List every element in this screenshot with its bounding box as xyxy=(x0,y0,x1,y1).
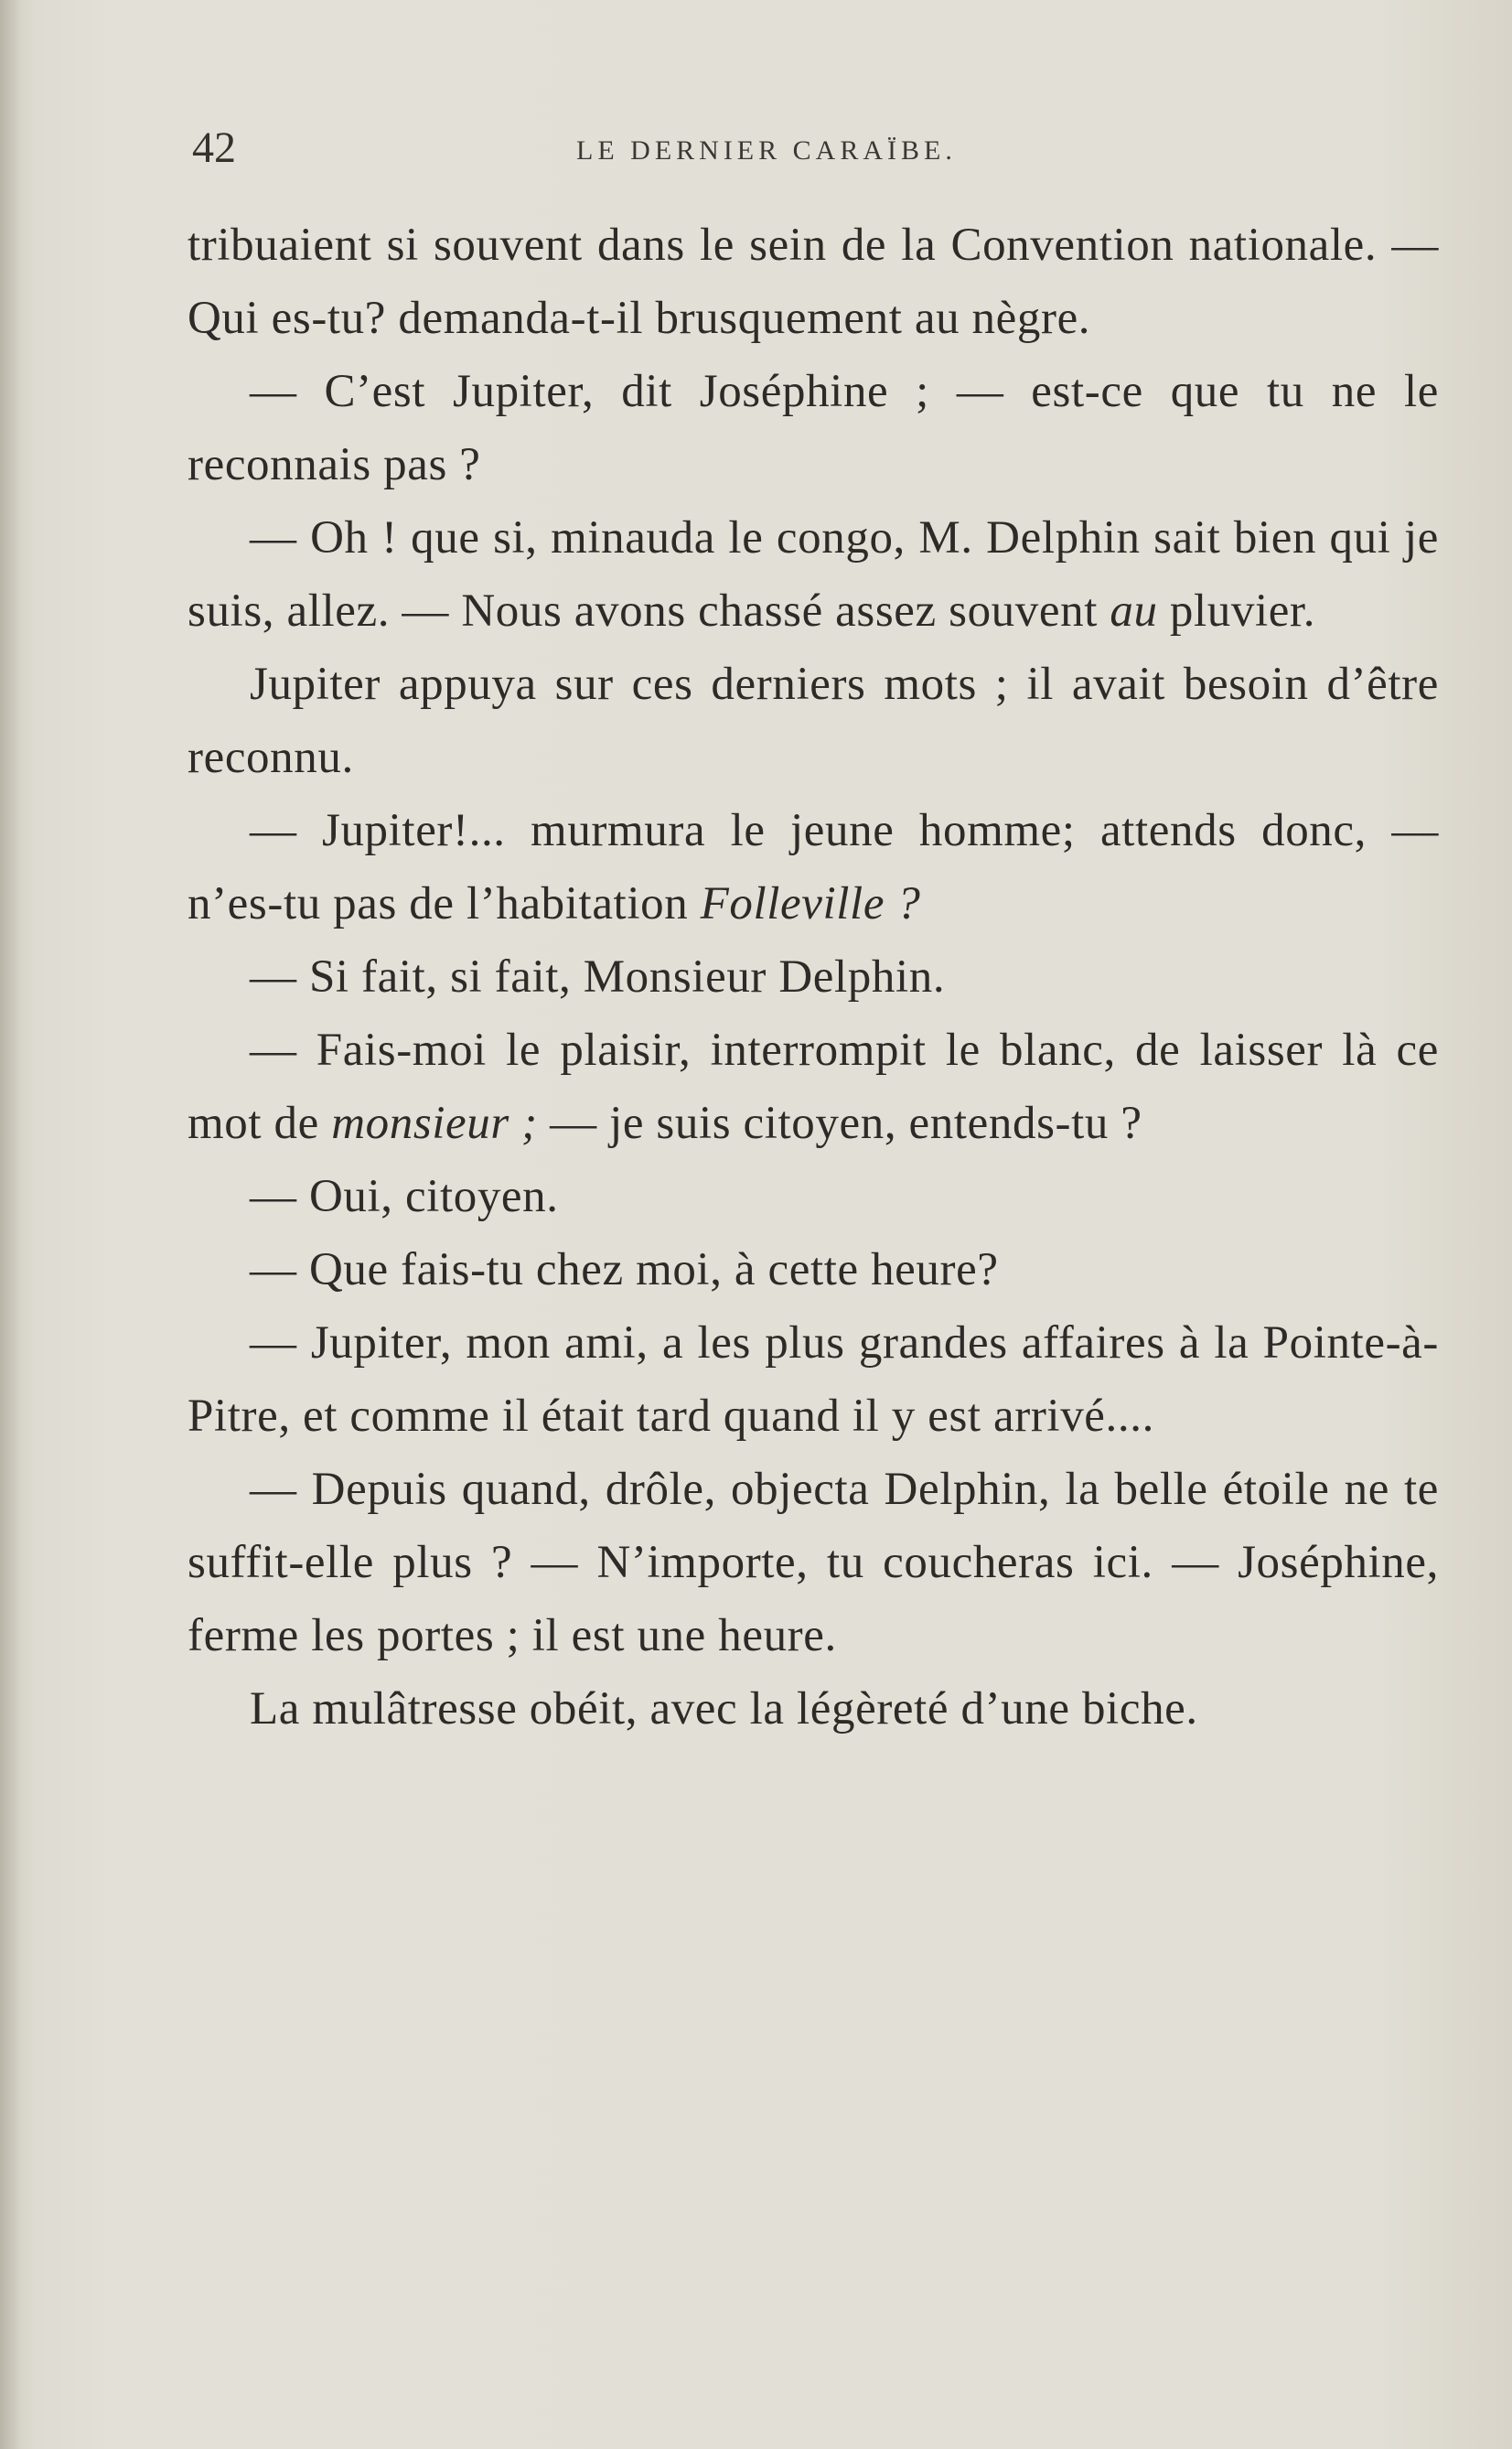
text-segment: — je suis citoyen, entends-tu ? xyxy=(537,1098,1142,1149)
page-header xyxy=(192,121,1436,176)
paragraph xyxy=(188,940,1439,1014)
text-segment: tribuaient si souvent dans le sein de la Convention nationale. — Qui es-tu? demanda-t-il brusquement au nègre. xyxy=(188,220,1439,344)
text-segment: — Fais-moi le plaisir, interrompit le blanc, de laisser là ce mot de xyxy=(188,1025,1439,1149)
italic-text: Folleville ? xyxy=(700,878,921,929)
text-segment: — Jupiter, mon ami, a les plus grandes affaires à la Pointe-à-Pitre, et comme il était tard quand il y est arrivé.... xyxy=(188,1317,1439,1442)
text-segment: — Oui, citoyen. xyxy=(250,1171,559,1222)
paragraph xyxy=(188,1233,1439,1306)
paragraph xyxy=(188,1160,1439,1233)
paragraph xyxy=(188,648,1439,794)
page-number: 42 xyxy=(192,124,236,172)
running-title: LE DERNIER CARAÏBE. xyxy=(576,135,957,166)
paragraph xyxy=(188,501,1439,648)
text-segment: La mulâtresse obéit, avec la légèreté d’une biche. xyxy=(250,1683,1198,1735)
text-segment: — Depuis quand, drôle, objecta Delphin, la belle étoile ne te suffit-elle plus ? — N’importe, tu coucheras ici. — Joséphine, ferme les portes ; il est une heure. xyxy=(188,1464,1439,1661)
text-segment: — Oh ! que si, minauda le congo, M. Delphin sait bien qui je suis, allez. — Nous avons chassé assez souvent xyxy=(188,512,1439,637)
text-segment: — Jupiter!... murmura le jeune homme; attends donc, — n’es-tu pas de l’habitation xyxy=(188,805,1439,929)
text-segment: — Si fait, si fait, Monsieur Delphin. xyxy=(250,951,946,1003)
italic-text: monsieur ; xyxy=(331,1098,538,1149)
text-segment: Jupiter appuya sur ces derniers mots ; il avait besoin d’être reconnu. xyxy=(188,659,1439,783)
text-segment: pluvier. xyxy=(1157,585,1316,637)
paragraph xyxy=(188,1453,1439,1672)
italic-text: au xyxy=(1110,585,1158,637)
paragraph xyxy=(188,1306,1439,1453)
paragraph xyxy=(188,1014,1439,1160)
text-segment: — C’est Jupiter, dit Joséphine ; — est-ce que tu ne le reconnais pas ? xyxy=(188,366,1439,490)
paragraph xyxy=(188,1672,1439,1745)
text-segment: — Que fais-tu chez moi, à cette heure? xyxy=(250,1244,999,1295)
page-gutter xyxy=(0,0,20,2449)
paragraph xyxy=(188,209,1439,355)
paragraph xyxy=(188,794,1439,940)
paragraph xyxy=(188,355,1439,501)
body-text xyxy=(188,209,1439,1745)
